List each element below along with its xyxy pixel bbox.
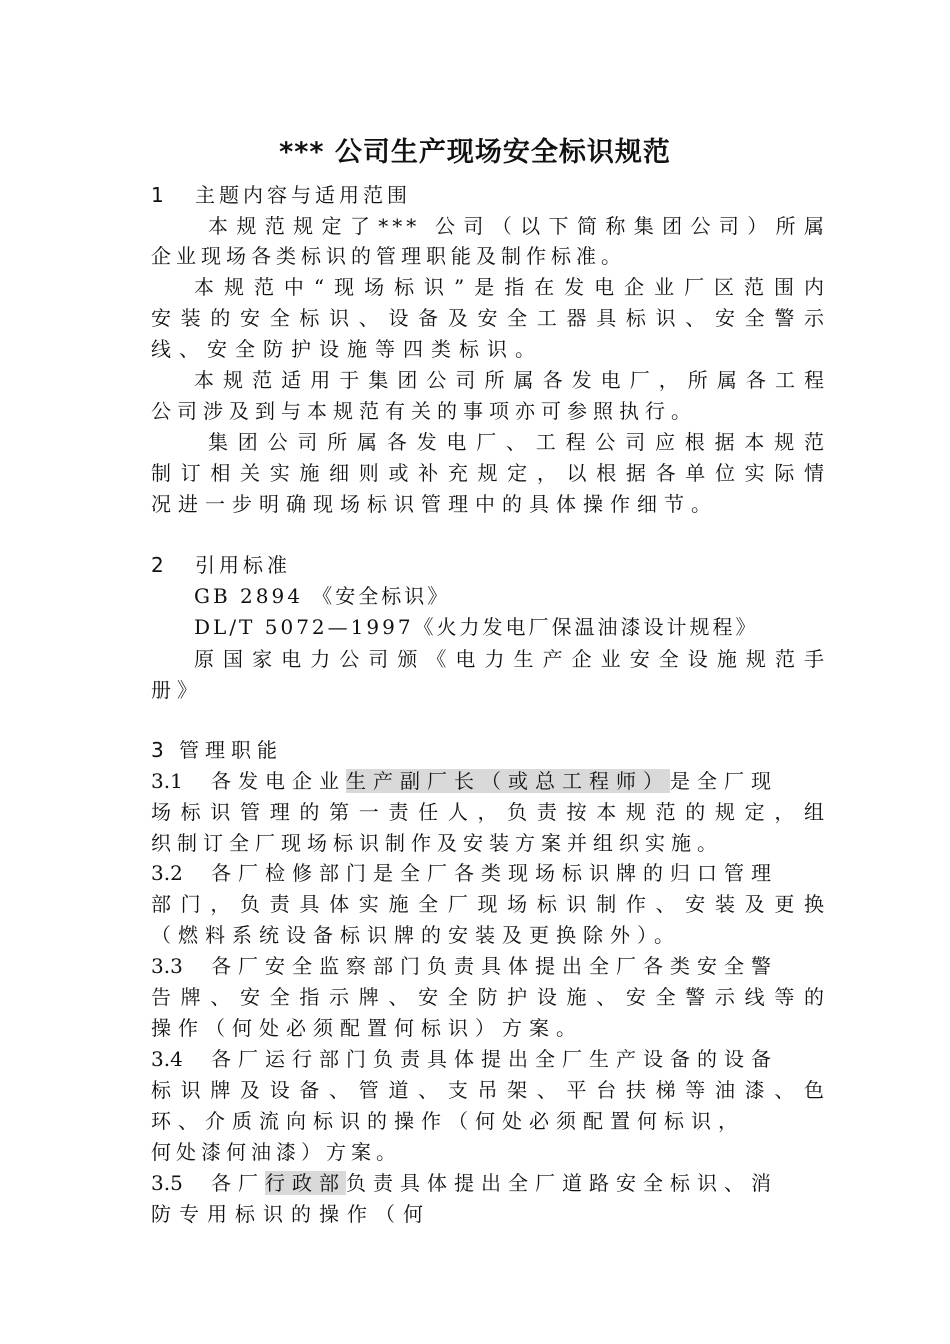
paragraph-line: 告牌、安全指示牌、安全防护设施、安全警示线等的 <box>151 985 828 1009</box>
reference-standard: 原国家电力公司颁《电力生产企业安全设施规范手 <box>194 647 828 671</box>
clause-number: 3.1 <box>151 769 183 793</box>
paragraph-line: 操作（何处必须配置何标识）方案。 <box>151 1016 583 1040</box>
paragraph-line: 集团公司所属各发电厂、工程公司应根据本规范 <box>208 430 828 454</box>
paragraph-line: 标识牌及设备、管道、支吊架、平台扶梯等油漆、色 <box>151 1078 828 1102</box>
paragraph-line: 场标识管理的第一责任人，负责按本规范的规定，组 <box>151 800 828 824</box>
paragraph-line: 织制订全厂现场标识制作及安装方案并组织实施。 <box>151 831 723 855</box>
paragraph-line: （燃料系统设备标识牌的安装及更换除外）。 <box>151 923 681 947</box>
clause-number: 3.2 <box>151 861 183 885</box>
paragraph-line: 况进一步明确现场标识管理中的具体操作细节。 <box>151 492 718 516</box>
highlighted-text: 行政部 <box>265 1171 346 1195</box>
paragraph-line: 部门，负责具体实施全厂现场标识制作、安装及更换 <box>151 892 828 916</box>
clause-number: 3.4 <box>151 1047 183 1071</box>
document-title: *** 公司生产现场安全标识规范 <box>279 137 671 168</box>
paragraph-line: 何处漆何油漆）方案。 <box>151 1140 401 1164</box>
section-number: 1 <box>151 183 164 207</box>
section-3-heading <box>151 735 828 765</box>
clause-3-1 <box>151 766 828 796</box>
paragraph-line: 安装的安全标识、设备及安全工器具标识、安全警示 <box>151 306 828 330</box>
clause-3-5 <box>151 1168 828 1198</box>
clause-number: 3.5 <box>151 1171 183 1195</box>
clause-3-2 <box>151 858 828 888</box>
clause-number: 3.3 <box>151 954 183 978</box>
clause-text: 各厂 <box>211 1171 265 1195</box>
clause-text: 各发电企业 <box>211 769 346 793</box>
paragraph-line: 防专用标识的操作（何 <box>151 1202 431 1226</box>
reference-standard: GB 2894 《安全标识》 <box>194 584 451 608</box>
section-title: 主题内容与适用范围 <box>195 183 411 207</box>
reference-standard: 册》 <box>151 678 203 702</box>
clause-text: 各厂运行部门负责具体提出全厂生产设备的设备 <box>211 1047 778 1071</box>
section-title: 引用标准 <box>195 553 291 577</box>
paragraph-line: 线、安全防护设施等四类标识。 <box>151 337 543 361</box>
section-2-heading <box>151 550 828 580</box>
highlighted-text: 生产副厂长（或总工程师） <box>346 769 670 793</box>
section-number: 2 <box>151 553 164 577</box>
paragraph-line: 本规范规定了*** 公司（以下简称集团公司）所属 <box>208 214 828 238</box>
clause-text: 各厂安全监察部门负责具体提出全厂各类安全警 <box>211 954 778 978</box>
clause-3-4 <box>151 1044 828 1074</box>
clause-3-3 <box>151 951 828 981</box>
paragraph-line: 环、介质流向标识的操作（何处必须配置何标识， <box>151 1109 745 1133</box>
paragraph-line: 企业现场各类标识的管理职能及制作标准。 <box>151 244 626 268</box>
section-number: 3 <box>151 738 164 762</box>
paragraph-line: 公司涉及到与本规范有关的事项亦可参照执行。 <box>151 399 697 423</box>
reference-standard: DL/T 5072—1997《火力发电厂保温油漆设计规程》 <box>194 615 759 639</box>
section-title: 管理职能 <box>179 738 283 762</box>
paragraph-line: 制订相关实施细则或补充规定，以根据各单位实际情 <box>151 461 828 485</box>
paragraph-line: 本规范适用于集团公司所属各发电厂，所属各工程 <box>194 368 828 392</box>
clause-text: 各厂检修部门是全厂各类现场标识牌的归口管理 <box>211 861 778 885</box>
section-1-heading <box>151 180 828 210</box>
clause-text: 负责具体提出全厂道路安全标识、消 <box>346 1171 778 1195</box>
clause-text: 是全厂现 <box>670 769 778 793</box>
paragraph-line: 本规范中“现场标识”是指在发电企业厂区范围内 <box>194 275 828 299</box>
